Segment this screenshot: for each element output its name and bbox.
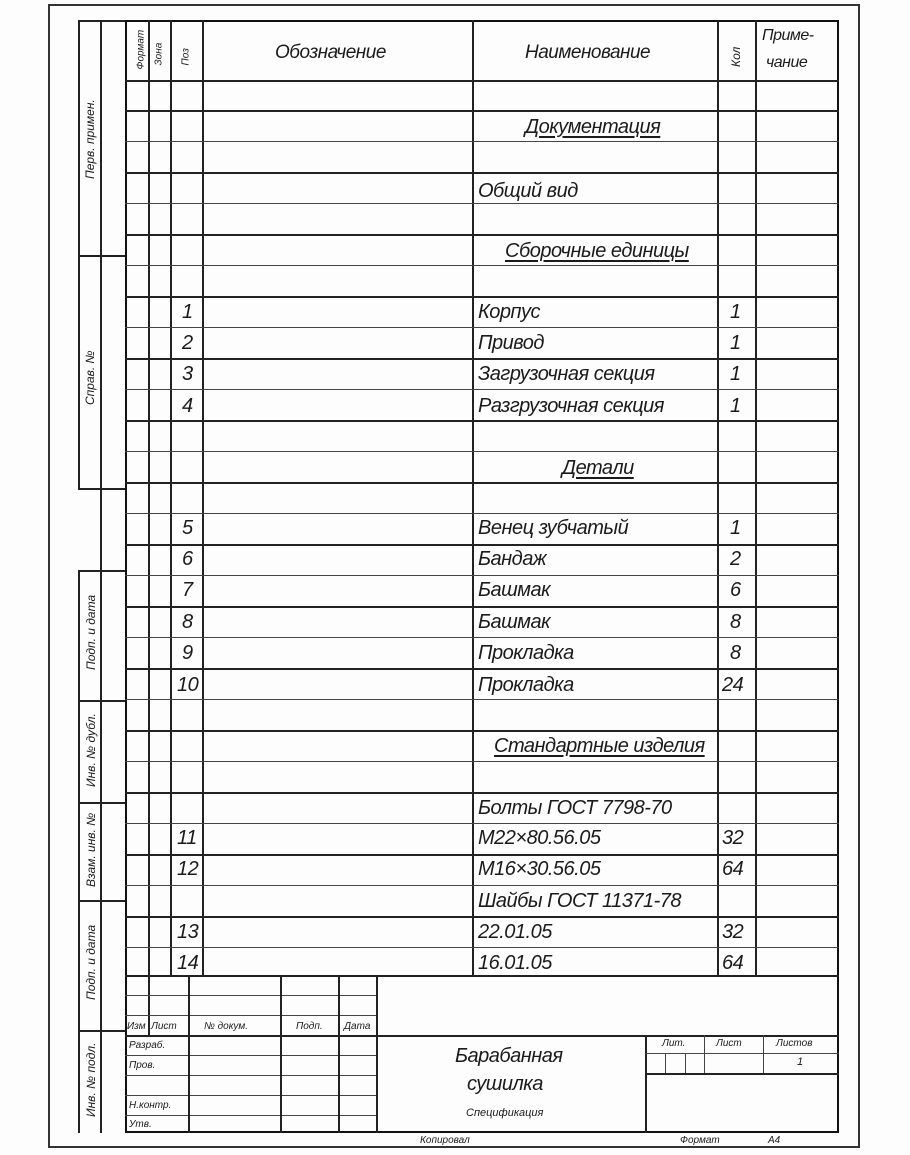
row-line [125, 544, 839, 546]
side-sign-date-1: Подп. и дата [84, 594, 98, 670]
tb-sheets-value: 1 [797, 1056, 804, 1068]
row-line [125, 575, 839, 576]
item-name: Прокладка [478, 674, 574, 696]
row-line [125, 916, 839, 918]
section-standard-items: Стандартные изделия [494, 735, 705, 757]
row-line [125, 265, 839, 266]
tb-developed: Разраб. [129, 1040, 166, 1051]
item-name: Башмак [478, 611, 551, 633]
item-pos: 3 [182, 363, 193, 385]
tb-approved: Утв. [129, 1119, 152, 1130]
item-pos: 1 [182, 301, 193, 323]
item-qty: 1 [730, 395, 741, 417]
tb-lit: Лит. [662, 1038, 686, 1049]
item-pos: 12 [177, 858, 199, 880]
item-name: Бандаж [478, 548, 547, 570]
side-strip-line-2 [78, 570, 80, 1133]
header-qty: Кол [729, 46, 743, 67]
item-name: М16×30.56.05 [478, 858, 601, 880]
tb-izm: Изм [127, 1021, 146, 1032]
side-strip-line [100, 20, 102, 1133]
item-qty: 32 [722, 827, 744, 849]
tb-norm-control: Н.контр. [129, 1100, 172, 1111]
side-inv-dup: Инв. № дубл. [84, 713, 98, 787]
item-qty: 32 [722, 921, 744, 943]
row-line [125, 513, 839, 514]
group-washers: Шайбы ГОСТ 11371-78 [478, 890, 682, 912]
row-line [125, 699, 839, 700]
item-pos: 5 [182, 517, 193, 539]
footer-format-value: А4 [768, 1135, 781, 1146]
item-qty: 1 [730, 517, 741, 539]
row-line [125, 389, 839, 390]
row-line [125, 792, 839, 794]
item-qty: 8 [730, 642, 741, 664]
item-pos: 7 [182, 579, 193, 601]
row-line [125, 327, 839, 328]
item-pos: 9 [182, 642, 193, 664]
item-name: М22×80.56.05 [478, 827, 601, 849]
header-zone: Зона [153, 42, 165, 66]
row-line [125, 947, 839, 948]
side-sign-date-2: Подп. и дата [84, 924, 98, 1000]
section-assembly-units: Сборочные единицы [505, 240, 689, 262]
row-line [125, 296, 839, 298]
tb-title-line-1: Барабанная [455, 1045, 563, 1067]
item-qty: 24 [722, 674, 744, 696]
item-qty: 6 [730, 579, 741, 601]
item-pos: 14 [177, 952, 199, 974]
side-first-use: Перв. примен. [83, 99, 97, 179]
item-name: 22.01.05 [478, 921, 552, 943]
tb-doc-type: Спецификация [466, 1107, 544, 1119]
row-line [125, 420, 839, 422]
item-name: Венец зубчатый [478, 517, 629, 539]
tb-list: Лист [151, 1021, 177, 1032]
header-pos: Поз [180, 48, 192, 66]
row-line [125, 451, 839, 452]
row-line [125, 482, 839, 484]
row-line [125, 606, 839, 608]
item-name: Разгрузочная секция [478, 395, 664, 417]
footer-format-label: Формат [680, 1135, 720, 1146]
footer-copied: Копировал [420, 1135, 470, 1146]
item-pos: 11 [177, 827, 197, 849]
section-documentation: Документация [525, 116, 661, 138]
tb-sheet: Лист [716, 1038, 742, 1049]
item-name: Корпус [478, 301, 541, 323]
item-name: Привод [478, 332, 544, 354]
tb-checked: Пров. [129, 1060, 156, 1071]
header-designation: Обозначение [275, 42, 386, 63]
row-line [125, 668, 839, 670]
item-qty: 1 [730, 301, 741, 323]
row-line [125, 141, 839, 142]
item-pos: 4 [182, 395, 193, 417]
header-note-1: Приме- [762, 27, 814, 44]
item-qty: 2 [730, 548, 741, 570]
row-line [125, 885, 839, 886]
item-name: Башмак [478, 579, 551, 601]
row-line [125, 823, 839, 824]
item-qty: 64 [722, 952, 744, 974]
header-format: Формат [135, 29, 147, 70]
item-pos: 6 [182, 548, 193, 570]
side-ref-no: Справ. № [83, 350, 97, 405]
row-general-view: Общий вид [478, 180, 578, 202]
item-pos: 10 [177, 674, 199, 696]
item-qty: 1 [730, 332, 741, 354]
header-note-2: чание [766, 54, 808, 71]
row-line [125, 358, 839, 360]
row-line [125, 637, 839, 638]
row-line [125, 234, 839, 236]
row-line [125, 761, 839, 762]
row-line [125, 203, 839, 204]
side-inv-orig: Инв. № подл. [84, 1042, 98, 1117]
row-line [125, 110, 839, 112]
item-pos: 8 [182, 611, 193, 633]
item-pos: 13 [177, 921, 199, 943]
header-name: Наименование [525, 42, 651, 63]
item-qty: 1 [730, 363, 741, 385]
row-line [125, 730, 839, 732]
item-name: 16.01.05 [478, 952, 552, 974]
side-inv-replace: Взам. инв. № [84, 812, 98, 887]
row-line [125, 854, 839, 856]
item-qty: 64 [722, 858, 744, 880]
item-name: Прокладка [478, 642, 574, 664]
tb-title-line-2: сушилка [467, 1073, 543, 1095]
tb-sign: Подп. [296, 1021, 323, 1032]
tb-doc-no: № докум. [204, 1021, 249, 1032]
item-qty: 8 [730, 611, 741, 633]
group-bolts: Болты ГОСТ 7798-70 [478, 797, 672, 819]
item-pos: 2 [182, 332, 193, 354]
item-name: Загрузочная секция [478, 363, 655, 385]
section-parts: Детали [562, 457, 634, 479]
tb-sheets: Листов [776, 1038, 813, 1049]
row-line [125, 172, 839, 174]
tb-date: Дата [344, 1021, 371, 1032]
